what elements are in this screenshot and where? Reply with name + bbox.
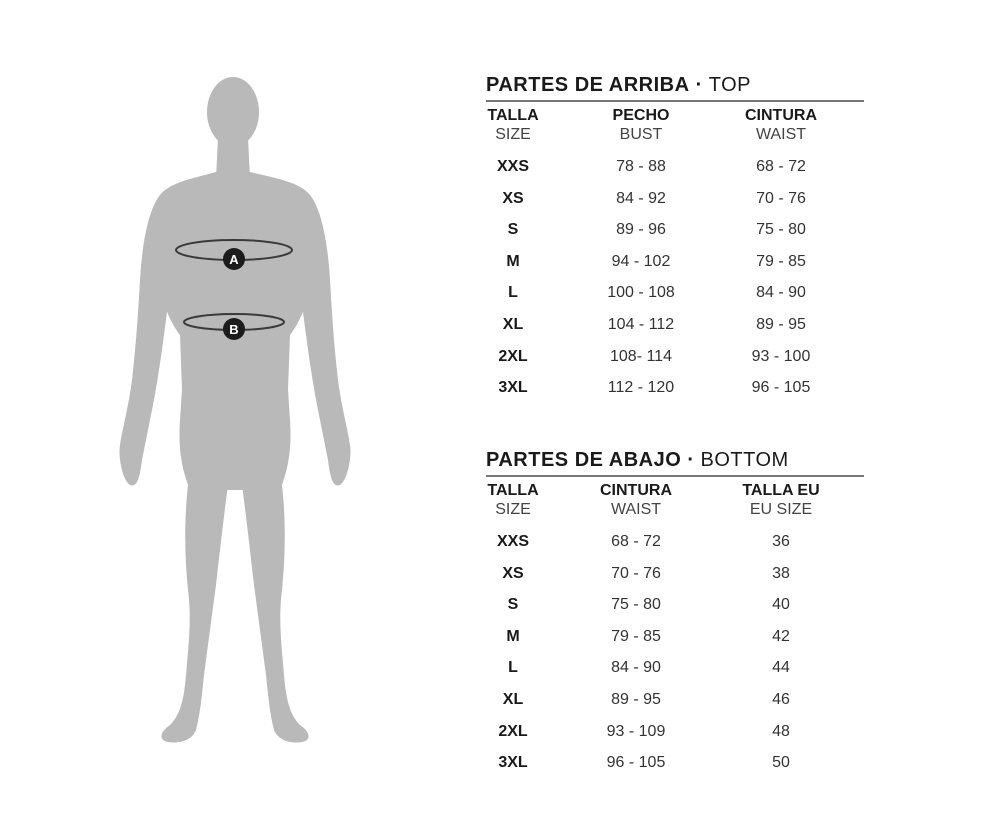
top-table-rule <box>486 100 864 102</box>
bottom-table-header <box>486 482 864 522</box>
table-row: L 100 - 108 84 - 90 <box>508 284 806 302</box>
bottom-table-rows <box>486 532 864 785</box>
table-row: XXS 78 - 88 68 - 72 <box>496 158 806 175</box>
table-row: 2XL 108- 114 93 - 100 <box>498 347 811 365</box>
table-row: S 75 - 80 40 <box>507 596 790 614</box>
table-row: 2XL 93 - 109 48 <box>498 722 790 740</box>
top-header-waist: CINTURA WAIST <box>745 107 817 143</box>
bottom-header-size: TALLA SIZE <box>487 482 539 518</box>
marker-b <box>223 318 245 340</box>
silhouette-shape <box>119 77 350 743</box>
body-silhouette <box>100 60 370 760</box>
table-row: 3XL 96 - 105 50 <box>498 754 790 772</box>
table-row: M 94 - 102 79 - 85 <box>506 252 806 270</box>
bottom-header-eu-size: TALLA EU EU SIZE <box>742 482 820 518</box>
top-table-header <box>486 107 864 147</box>
table-row: M 79 - 85 42 <box>506 627 790 645</box>
table-row: XL 89 - 95 46 <box>502 690 790 708</box>
table-row: L 84 - 90 44 <box>508 659 790 677</box>
svg-text:A: A <box>229 252 239 267</box>
table-row: XS 84 - 92 70 - 76 <box>502 189 806 207</box>
top-table-rows <box>486 157 864 410</box>
top-header-bust: PECHO BUST <box>612 107 670 143</box>
top-table-title: PARTES DE ARRIBA · TOP <box>486 74 752 96</box>
bottom-header-waist: CINTURA WAIST <box>600 482 672 518</box>
bottom-size-table <box>486 447 864 785</box>
top-header-size: TALLA SIZE <box>487 107 539 143</box>
bottom-table-rule <box>486 475 864 477</box>
table-row: S 89 - 96 75 - 80 <box>507 221 806 239</box>
table-row: XS 70 - 76 38 <box>502 564 790 582</box>
table-row: XXS 68 - 72 36 <box>496 533 790 550</box>
table-row: XL 104 - 112 89 - 95 <box>502 315 806 333</box>
body-figure <box>100 60 370 760</box>
top-size-table <box>486 72 864 410</box>
marker-a <box>223 248 245 270</box>
bottom-table-title: PARTES DE ABAJO · BOTTOM <box>486 449 789 471</box>
svg-text:B: B <box>229 322 239 337</box>
table-row: 3XL 112 - 120 96 - 105 <box>498 379 811 397</box>
